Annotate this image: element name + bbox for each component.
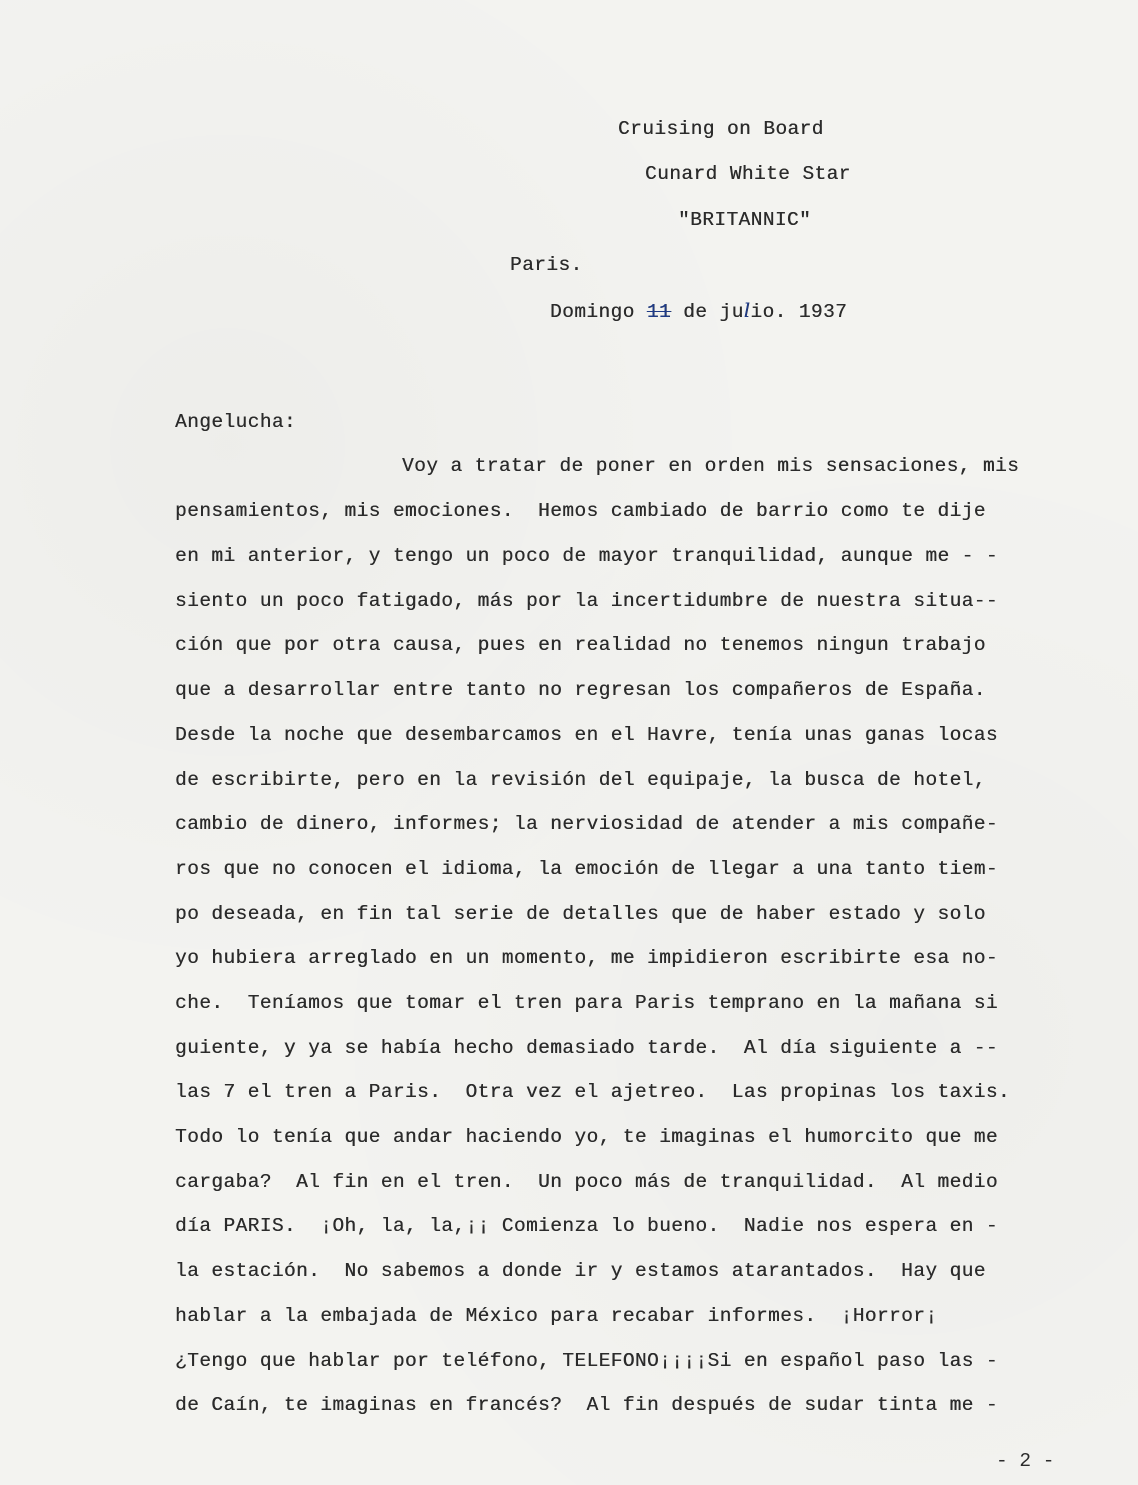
body-line: siento un poco fatigado, más por la incertidumbre de nuestra situa--	[175, 590, 998, 612]
body-line: que a desarrollar entre tanto no regresan los compañeros de España.	[175, 679, 986, 701]
body-line: yo hubiera arreglado en un momento, me impidieron escribirte esa no-	[175, 947, 998, 969]
body-line: cambio de dinero, informes; la nerviosidad de atender a mis compañe-	[175, 813, 998, 835]
body-line: che. Teníamos que tomar el tren para Paris temprano en la mañana si	[175, 992, 998, 1014]
body-line: de escribirte, pero en la revisión del equipaje, la busca de hotel,	[175, 769, 986, 791]
date-de: de	[683, 301, 708, 323]
page-number: - 2 -	[996, 1450, 1055, 1472]
date-day-struck: 11	[646, 301, 672, 323]
letterhead-line-1: Cruising on Board	[618, 118, 824, 140]
body-line: de Caín, te imaginas en francés? Al fin después de sudar tinta me -	[175, 1394, 998, 1416]
body-line: ción que por otra causa, pues en realidad no tenemos ningun trabajo	[175, 634, 986, 656]
body-line: po deseada, en fin tal serie de detalles que de haber estado y solo	[175, 903, 986, 925]
body-line: en mi anterior, y tengo un poco de mayor tranquilidad, aunque me - -	[175, 545, 998, 567]
body-line: Todo lo tenía que andar haciendo yo, te imaginas el humorcito que me	[175, 1126, 998, 1148]
salutation: Angelucha:	[175, 411, 297, 433]
body-line: hablar a la embajada de México para recabar informes. ¡Horror¡	[175, 1305, 938, 1327]
date-year: 1937	[798, 301, 848, 323]
body-line: ros que no conocen el idioma, la emoción de llegar a una tanto tiem-	[175, 858, 998, 880]
place: Paris.	[510, 254, 583, 276]
date-month-end: io.	[750, 301, 787, 323]
date-month-handwritten: l	[743, 299, 751, 322]
date-prefix: Domingo	[550, 301, 635, 323]
body-line: día PARIS. ¡Oh, la, la,¡¡ Comienza lo bueno. Nadie nos espera en -	[175, 1215, 998, 1237]
body-line: Voy a tratar de poner en orden mis sensaciones, mis	[402, 455, 1020, 477]
date-line	[550, 299, 847, 323]
body-line: ¿Tengo que hablar por teléfono, TELEFONO¡¡¡¡Si en español paso las -	[175, 1350, 998, 1372]
letterhead-line-2: Cunard White Star	[645, 163, 851, 185]
body-line: guiente, y ya se había hecho demasiado tarde. Al día siguiente a --	[175, 1037, 998, 1059]
body-line: la estación. No sabemos a donde ir y estamos atarantados. Hay que	[175, 1260, 986, 1282]
body-line: Desde la noche que desembarcamos en el Havre, tenía unas ganas locas	[175, 724, 998, 746]
date-month-start: ju	[719, 301, 744, 323]
letterhead-line-3: "BRITANNIC"	[678, 209, 812, 231]
body-line: las 7 el tren a Paris. Otra vez el ajetreo. Las propinas los taxis.	[175, 1081, 1011, 1103]
body-line: pensamientos, mis emociones. Hemos cambiado de barrio como te dije	[175, 500, 986, 522]
body-line: cargaba? Al fin en el tren. Un poco más de tranquilidad. Al medio	[175, 1171, 998, 1193]
